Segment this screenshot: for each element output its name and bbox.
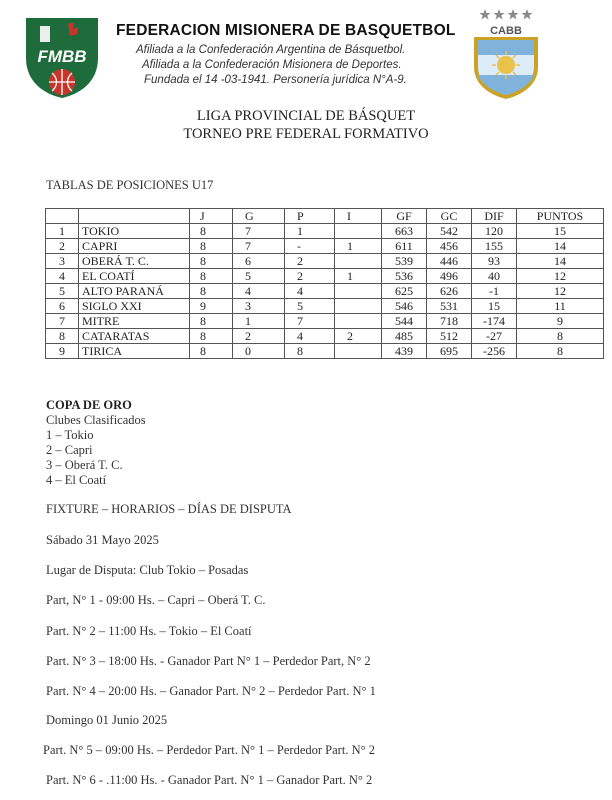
founding-line: Fundada el 14 -03-1941. Personería jurídica N°A-9. (144, 74, 407, 86)
federation-title: FEDERACION MISIONERA DE BASQUETBOL (116, 22, 456, 39)
cell-j: 8 (190, 344, 233, 359)
cell-gc: 626 (427, 284, 472, 299)
cell-dif: 120 (472, 224, 517, 239)
cell-dif: 15 (472, 299, 517, 314)
stars-icon (480, 9, 533, 20)
cell-dif: -1 (472, 284, 517, 299)
col-g: G (233, 209, 285, 224)
col-i: I (335, 209, 382, 224)
cell-dif: 155 (472, 239, 517, 254)
cell-i: 1 (335, 239, 382, 254)
col-j: J (190, 209, 233, 224)
cell-p: 7 (285, 314, 335, 329)
cell-p: 2 (285, 269, 335, 284)
fixture-title: FIXTURE – HORARIOS – DÍAS DE DISPUTA (46, 502, 292, 516)
cell-gc: 718 (427, 314, 472, 329)
cell-i (335, 284, 382, 299)
cell-pos: 7 (46, 314, 79, 329)
table-row (46, 344, 604, 359)
cell-gf: 546 (382, 299, 427, 314)
cell-pos: 8 (46, 329, 79, 344)
col-gc: GC (427, 209, 472, 224)
cell-g: 2 (233, 329, 285, 344)
cell-gf: 625 (382, 284, 427, 299)
cell-team: TOKIO (79, 224, 190, 239)
cell-gc: 446 (427, 254, 472, 269)
day-sunday: Domingo 01 Junio 2025 (46, 713, 168, 727)
cell-pos: 3 (46, 254, 79, 269)
cell-p: 4 (285, 284, 335, 299)
cell-puntos: 12 (517, 269, 604, 284)
cell-j: 8 (190, 329, 233, 344)
affiliation-line-2: Afiliada a la Confederación Misionera de Deportes. (142, 59, 402, 71)
cell-g: 3 (233, 299, 285, 314)
qualified-club-item: 3 – Oberá T. C. (46, 458, 123, 472)
cell-puntos: 12 (517, 284, 604, 299)
cell-puntos: 8 (517, 344, 604, 359)
cell-g: 0 (233, 344, 285, 359)
cell-dif: -256 (472, 344, 517, 359)
copa-de-oro-title: COPA DE ORO (46, 398, 132, 412)
cell-gf: 439 (382, 344, 427, 359)
cell-j: 8 (190, 254, 233, 269)
document-header (0, 0, 612, 105)
match-item: Part. N° 5 – 09:00 Hs. – Perdedor Part. N° 1 – Perdedor Part. N° 2 (43, 743, 375, 757)
venue-line: Lugar de Disputa: Club Tokio – Posadas (46, 563, 249, 577)
match-item: Part. N° 6 - .11:00 Hs. - Ganador Part. N° 1 – Ganador Part. N° 2 (46, 773, 373, 787)
qualified-club-item: 4 – El Coatí (46, 473, 107, 487)
cell-i (335, 254, 382, 269)
cell-gc: 531 (427, 299, 472, 314)
cell-i (335, 224, 382, 239)
cell-puntos: 15 (517, 224, 604, 239)
cell-pos: 5 (46, 284, 79, 299)
cell-j: 8 (190, 314, 233, 329)
table-row (46, 284, 604, 299)
cell-gf: 611 (382, 239, 427, 254)
table-row (46, 329, 604, 344)
table-row (46, 269, 604, 284)
table-row (46, 224, 604, 239)
cell-j: 8 (190, 269, 233, 284)
cell-p: 5 (285, 299, 335, 314)
cell-gf: 536 (382, 269, 427, 284)
cell-gf: 544 (382, 314, 427, 329)
cell-gf: 539 (382, 254, 427, 269)
day-saturday: Sábado 31 Mayo 2025 (46, 533, 159, 547)
table-row (46, 299, 604, 314)
cell-i: 1 (335, 269, 382, 284)
cell-team: ALTO PARANÁ (79, 284, 190, 299)
cell-j: 8 (190, 284, 233, 299)
match-item: Part, N° 1 - 09:00 Hs. – Capri – Oberá T. C. (46, 593, 266, 607)
cell-pos: 4 (46, 269, 79, 284)
cell-team: CAPRI (79, 239, 190, 254)
cell-team: SIGLO XXI (79, 299, 190, 314)
cell-team: OBERÁ T. C. (79, 254, 190, 269)
fmbb-logo-text: FMBB (37, 47, 87, 66)
cell-puntos: 14 (517, 239, 604, 254)
cell-j: 9 (190, 299, 233, 314)
cell-gc: 496 (427, 269, 472, 284)
cell-gc: 542 (427, 224, 472, 239)
cell-pos: 6 (46, 299, 79, 314)
fmbb-logo (20, 12, 104, 100)
col-puntos: PUNTOS (517, 209, 604, 224)
cell-i (335, 344, 382, 359)
col-pos (46, 209, 79, 224)
cabb-logo-text: CABB (490, 25, 522, 37)
cell-j: 8 (190, 224, 233, 239)
affiliation-line-1: Afiliada a la Confederación Argentina de Básquetbol. (136, 44, 406, 56)
cell-puntos: 11 (517, 299, 604, 314)
cell-g: 4 (233, 284, 285, 299)
cell-i (335, 314, 382, 329)
cell-pos: 9 (46, 344, 79, 359)
standings-label: TABLAS DE POSICIONES U17 (46, 178, 214, 192)
cell-dif: -174 (472, 314, 517, 329)
cell-p: 2 (285, 254, 335, 269)
col-p: P (285, 209, 335, 224)
cell-team: MITRE (79, 314, 190, 329)
col-dif: DIF (472, 209, 517, 224)
cell-g: 7 (233, 224, 285, 239)
cell-p: 8 (285, 344, 335, 359)
cell-i: 2 (335, 329, 382, 344)
cell-g: 7 (233, 239, 285, 254)
cell-team: CATARATAS (79, 329, 190, 344)
cell-gf: 485 (382, 329, 427, 344)
cell-dif: 40 (472, 269, 517, 284)
cell-p: 4 (285, 329, 335, 344)
cell-puntos: 14 (517, 254, 604, 269)
tournament-title: TORNEO PRE FEDERAL FORMATIVO (183, 126, 429, 142)
match-item: Part. N° 2 – 11:00 Hs. – Tokio – El Coatí (46, 624, 252, 638)
cell-gc: 695 (427, 344, 472, 359)
cell-team: TIRICA (79, 344, 190, 359)
col-team (79, 209, 190, 224)
cell-team: EL COATÍ (79, 269, 190, 284)
cell-dif: 93 (472, 254, 517, 269)
cell-gc: 456 (427, 239, 472, 254)
table-row (46, 314, 604, 329)
match-item: Part. N° 3 – 18:00 Hs. - Ganador Part N° 1 – Perdedor Part, N° 2 (46, 654, 371, 668)
cell-g: 5 (233, 269, 285, 284)
col-gf: GF (382, 209, 427, 224)
qualified-club-item: 1 – Tokio (46, 428, 94, 442)
league-title: LIGA PROVINCIAL DE BÁSQUET (196, 108, 416, 124)
standings-table (45, 208, 604, 359)
cell-gf: 663 (382, 224, 427, 239)
cell-g: 6 (233, 254, 285, 269)
cell-puntos: 9 (517, 314, 604, 329)
cell-p: - (285, 239, 335, 254)
cell-puntos: 8 (517, 329, 604, 344)
cell-i (335, 299, 382, 314)
cell-dif: -27 (472, 329, 517, 344)
table-row (46, 254, 604, 269)
cell-g: 1 (233, 314, 285, 329)
cell-pos: 2 (46, 239, 79, 254)
cell-gc: 512 (427, 329, 472, 344)
cabb-logo (470, 5, 542, 101)
table-row (46, 239, 604, 254)
cell-p: 1 (285, 224, 335, 239)
qualified-club-item: 2 – Capri (46, 443, 93, 457)
qualified-clubs-label: Clubes Clasificados (46, 413, 146, 427)
standings-header-row (46, 209, 604, 224)
match-item: Part. N° 4 – 20:00 Hs. – Ganador Part. N° 2 – Perdedor Part. N° 1 (46, 684, 376, 698)
cell-pos: 1 (46, 224, 79, 239)
cell-j: 8 (190, 239, 233, 254)
